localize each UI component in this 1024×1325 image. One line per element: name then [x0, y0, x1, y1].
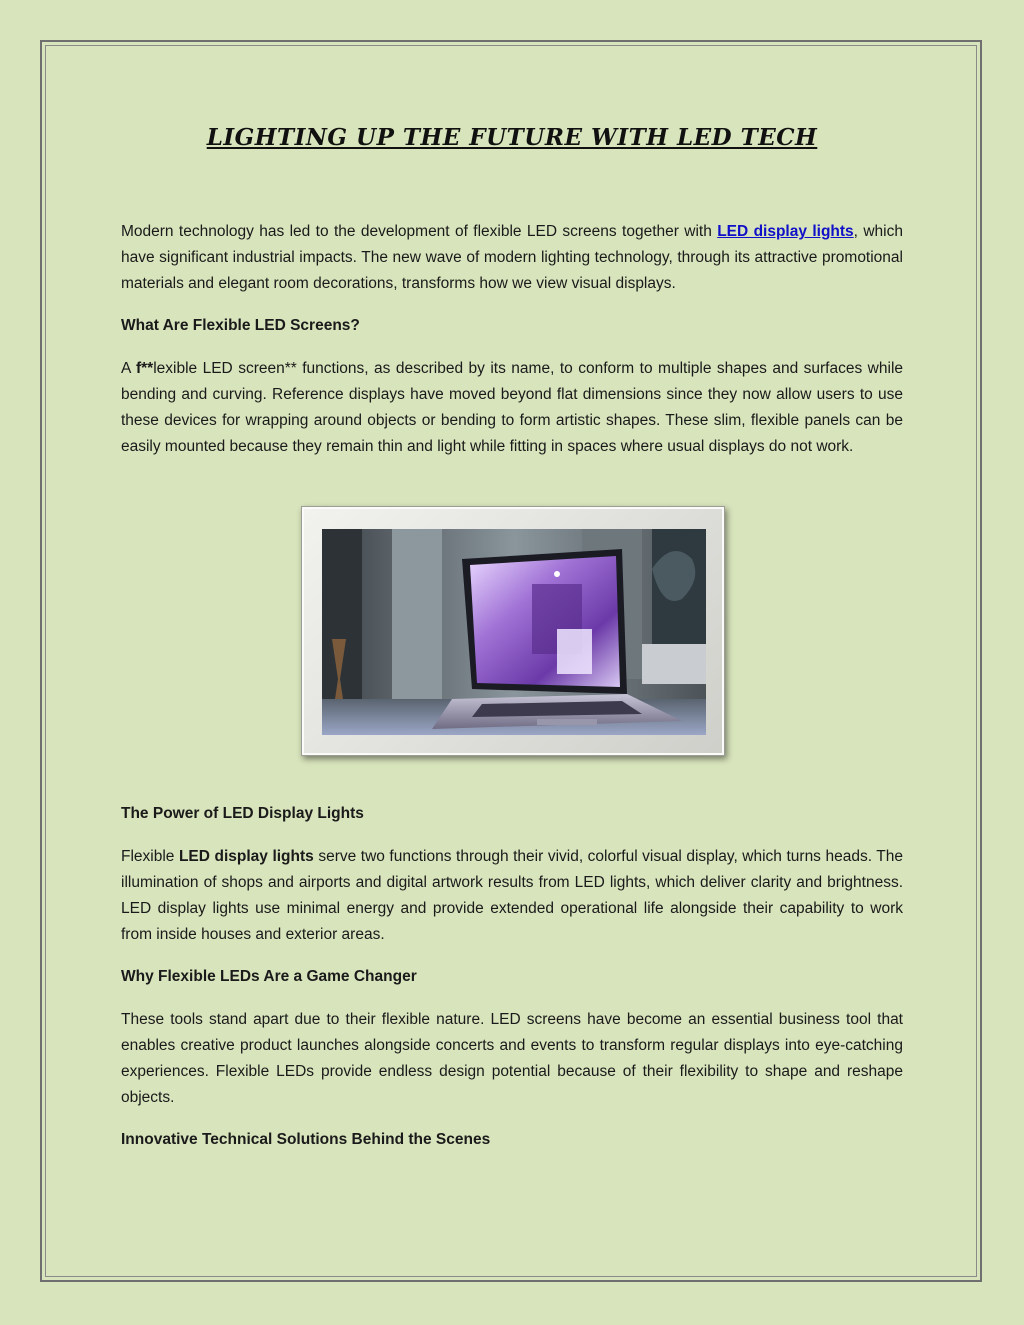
section-heading-game-changer: Why Flexible LEDs Are a Game Changer: [121, 968, 417, 986]
section-paragraph-flexible-led-screens: [121, 356, 903, 459]
laptop-illustration: [322, 529, 706, 735]
paragraph-bold: f**: [135, 360, 154, 378]
paragraph-prefix: Flexible: [121, 848, 179, 866]
intro-paragraph: [121, 219, 903, 296]
intro-text-before: Modern technology has led to the development of flexible LED screens together with: [121, 223, 718, 240]
document-body: [121, 219, 903, 1153]
section-paragraph-game-changer: These tools stand apart due to their flexible nature. LED screens have become an essential business tool that enables creative product launches alongside concerts and events to transform regular displays into eye-catching experiences. Flexible LEDs provide endless design potential because of their flexibility to shape and reshape objects.: [121, 1011, 903, 1106]
paragraph-body: serve two functions through their vivid, colorful visual display, which turns heads. The illumination of shops and airports and digital artwork results from LED lights, which deliver clarity and brightness. LED display lights use minimal energy and provide extended operational life alongside their capability to work from inside houses and exterior areas.: [121, 848, 903, 943]
paragraph-prefix: A: [121, 360, 136, 378]
section-paragraph-power-of-led: [121, 844, 903, 947]
section-heading-power-of-led: The Power of LED Display Lights: [121, 805, 364, 823]
intro-text-after: , which have significant industrial impacts. The new wave of modern lighting technology, through its attractive promotional materials and elegant room decorations, transforms how we view visual displays.: [121, 223, 903, 292]
section-heading-flexible-led-screens: What Are Flexible LED Screens?: [121, 317, 360, 335]
paragraph-body: lexible LED screen** functions, as described by its name, to conform to multiple shapes and surfaces while bending and curving. Reference displays have moved beyond flat dimensions since they now allow users to use these devices for wrapping around objects or bending to form artistic shapes. These slim, flexible panels can be easily mounted because they remain thin and light while fitting in spaces where usual displays do not work.: [121, 360, 904, 455]
led-display-lights-link[interactable]: LED display lights: [717, 223, 854, 240]
laptop-image-frame: [301, 506, 725, 756]
section-heading-technical-solutions: Innovative Technical Solutions Behind the Scenes: [121, 1131, 491, 1149]
document-title: LIGHTING UP THE FUTURE WITH LED TECH: [206, 124, 818, 151]
laptop-photo: [322, 529, 706, 735]
paragraph-bold: LED display lights: [178, 848, 314, 866]
figure-area: [121, 459, 903, 801]
